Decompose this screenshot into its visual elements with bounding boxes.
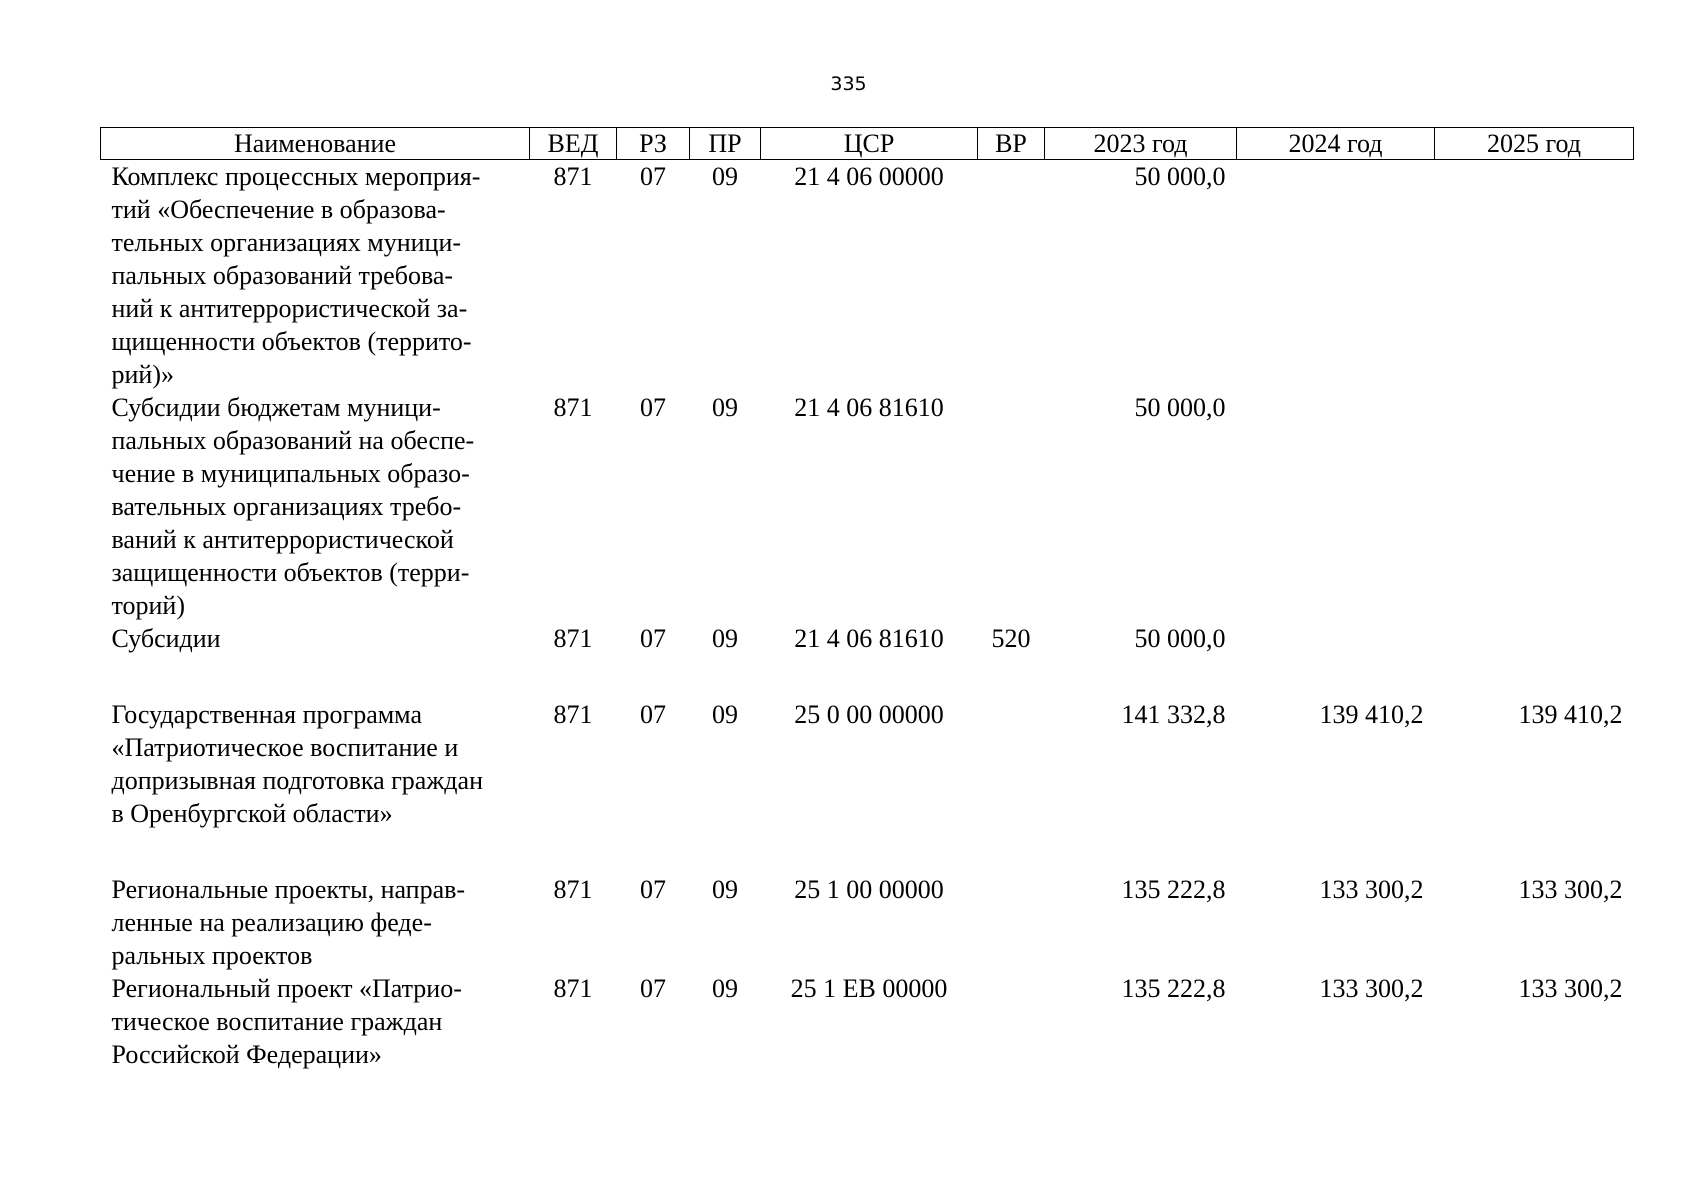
row-2024 <box>1237 622 1435 655</box>
row-ved: 871 <box>553 624 593 653</box>
row-pr: 09 <box>712 162 738 191</box>
row-name-line: Субсидии бюджетам муници- <box>111 393 441 422</box>
row-name-cell <box>101 391 530 622</box>
row-name-line: в Оренбургской области» <box>111 799 393 828</box>
row-name-line: ральных проектов <box>111 941 313 970</box>
row-pr: 09 <box>712 700 738 729</box>
row-name-line: пальных образований требова- <box>111 261 454 290</box>
row-name-line: допризывная подготовка граждан <box>111 766 483 795</box>
row-2024 <box>1237 160 1435 392</box>
row-name-line: тельных организациях муници- <box>111 228 462 257</box>
row-rz: 07 <box>640 162 666 191</box>
row-pr: 09 <box>712 974 738 1003</box>
row-name-line: защищенности объектов (терри- <box>111 558 470 587</box>
spacer-cell <box>101 830 1634 873</box>
row-2025 <box>1435 391 1634 622</box>
row-ved: 871 <box>553 974 593 1003</box>
row-vr <box>978 972 1045 1071</box>
row-2023: 135 222,8 <box>1121 875 1226 904</box>
row-pr: 09 <box>712 624 738 653</box>
row-name-line: тическое воспитание граждан <box>111 1007 443 1036</box>
row-name-cell <box>101 622 530 655</box>
row-name-line: Региональные проекты, направ- <box>111 875 466 904</box>
row-rz: 07 <box>640 974 666 1003</box>
header-csr: ЦСР <box>761 128 978 160</box>
row-name-line: ленные на реализацию феде- <box>111 908 432 937</box>
row-csr: 21 4 06 00000 <box>794 162 944 191</box>
row-rz: 07 <box>640 624 666 653</box>
row-name-line: щищенности объектов (террито- <box>111 327 472 356</box>
budget-table <box>100 127 1634 1071</box>
row-2023: 135 222,8 <box>1121 974 1226 1003</box>
row-name-line: «Патриотическое воспитание и <box>111 733 459 762</box>
row-2025 <box>1435 160 1634 392</box>
row-pr: 09 <box>712 875 738 904</box>
row-name-line: вательных организациях требо- <box>111 492 462 521</box>
row-2024: 133 300,2 <box>1319 875 1424 904</box>
row-name-line: рий)» <box>111 360 174 389</box>
header-2025: 2025 год <box>1435 128 1634 160</box>
row-2025: 133 300,2 <box>1518 875 1623 904</box>
row-2025: 139 410,2 <box>1518 700 1623 729</box>
table-row <box>101 160 1634 392</box>
row-vr <box>978 391 1045 622</box>
header-2023: 2023 год <box>1045 128 1237 160</box>
row-2024: 133 300,2 <box>1319 974 1424 1003</box>
row-name-cell <box>101 698 530 830</box>
header-name: Наименование <box>101 128 530 160</box>
row-name-line: Субсидии <box>111 624 221 653</box>
row-ved: 871 <box>553 700 593 729</box>
row-name-line: Российской Федерации» <box>111 1040 382 1069</box>
row-csr: 21 4 06 81610 <box>794 393 944 422</box>
row-csr: 25 1 00 00000 <box>794 875 944 904</box>
row-2023: 50 000,0 <box>1134 624 1226 653</box>
row-csr: 25 0 00 00000 <box>794 700 944 729</box>
row-vr <box>978 698 1045 830</box>
row-ved: 871 <box>553 393 593 422</box>
row-name-cell <box>101 972 530 1071</box>
row-name-line: пальных образований на обеспе- <box>111 426 475 455</box>
table-row <box>101 391 1634 622</box>
row-rz: 07 <box>640 700 666 729</box>
table-header-row <box>101 128 1634 160</box>
row-name-cell <box>101 160 530 392</box>
row-2023: 141 332,8 <box>1121 700 1226 729</box>
row-csr: 25 1 EB 00000 <box>790 974 948 1003</box>
row-name-line: Государственная программа <box>111 700 423 729</box>
row-spacer <box>101 830 1634 873</box>
header-rz: РЗ <box>617 128 690 160</box>
row-name-line: тий «Обеспечение в образова- <box>111 195 446 224</box>
row-name-line: чение в муниципальных образо- <box>111 459 470 488</box>
row-spacer <box>101 655 1634 698</box>
spacer-cell <box>101 655 1634 698</box>
row-ved: 871 <box>553 162 593 191</box>
row-2024 <box>1237 391 1435 622</box>
row-name-cell <box>101 873 530 972</box>
header-vr: ВР <box>978 128 1045 160</box>
row-2023: 50 000,0 <box>1134 393 1226 422</box>
row-ved: 871 <box>553 875 593 904</box>
page-number: 335 <box>830 73 867 95</box>
row-rz: 07 <box>640 875 666 904</box>
row-2025: 133 300,2 <box>1518 974 1623 1003</box>
row-name-line: ваний к антитеррористической <box>111 525 454 554</box>
row-vr: 520 <box>991 624 1031 653</box>
row-2023: 50 000,0 <box>1134 162 1226 191</box>
row-vr <box>978 160 1045 392</box>
header-2024: 2024 год <box>1237 128 1435 160</box>
header-ved: ВЕД <box>530 128 617 160</box>
table-row <box>101 972 1634 1071</box>
row-name-line: Комплекс процессных мероприя- <box>111 162 481 191</box>
row-pr: 09 <box>712 393 738 422</box>
header-pr: ПР <box>690 128 761 160</box>
row-2024: 139 410,2 <box>1319 700 1424 729</box>
row-name-line: Региональный проект «Патрио- <box>111 974 462 1003</box>
row-vr <box>978 873 1045 972</box>
row-name-line: торий) <box>111 591 186 620</box>
row-2025 <box>1435 622 1634 655</box>
row-rz: 07 <box>640 393 666 422</box>
table-row <box>101 622 1634 655</box>
row-name-line: ний к антитеррористической за- <box>111 294 468 323</box>
row-csr: 21 4 06 81610 <box>794 624 944 653</box>
table-row <box>101 698 1634 830</box>
table-row <box>101 873 1634 972</box>
